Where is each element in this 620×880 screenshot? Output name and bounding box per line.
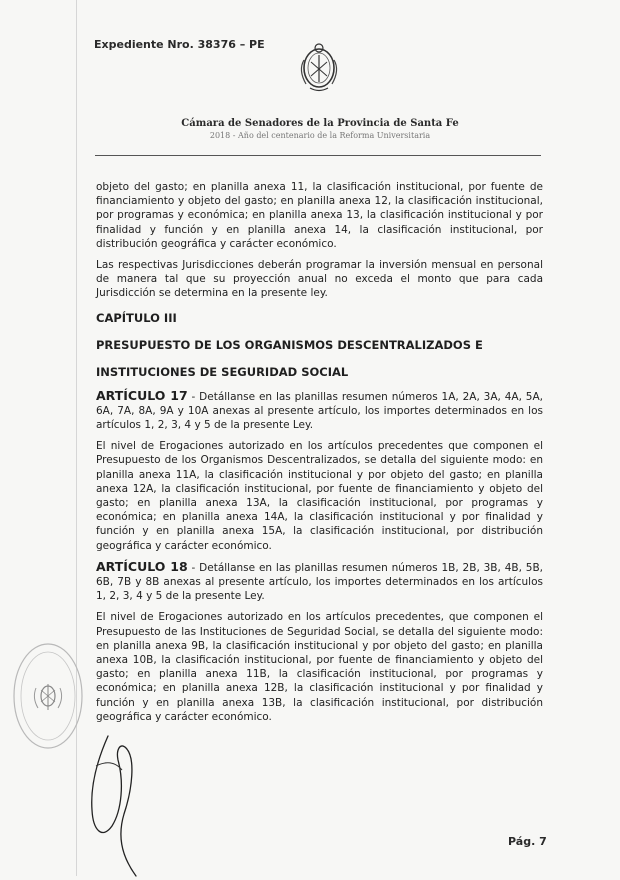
paragraph: Las respectivas Jurisdicciones deberán programar la inversión mensual en personal de manera tal que su proyección anual no exceda el monto que para cada Jurisdicción se determina en la presente ley. bbox=[96, 259, 543, 300]
paragraph: El nivel de Erogaciones autorizado en los artículos precedentes que componen el Presupuesto de los Organismos Descentralizados, se detalla del siguiente modo: en planilla anexa 11A, la clasificación institucional y por objeto del gasto; en planilla anexa 12A, la clasificación institucional, por fuente de financiamiento y objeto del gasto; en planilla anexa 13A, la clasificación institucional, por programas y económica; en planilla anexa 14A, la clasificación institucional y por finalidad y función y en planilla anexa 15A, la clasificación institucional, por distribución geográfica y carácter económico. bbox=[96, 440, 543, 552]
paragraph: objeto del gasto; en planilla anexa 11, la clasificación institucional, por fuente de financiamiento y objeto del gasto; en planilla anexa 12, la clasificación institucional, por programas y económica; en planilla anexa 13, la clasificación institucional y por finalidad y función y en planilla anexa 14, la clasificación institucional, por distribución geográfica y carácter económico. bbox=[96, 181, 543, 250]
article-17 bbox=[96, 389, 543, 433]
chapter-title-line: INSTITUCIONES DE SEGURIDAD SOCIAL bbox=[96, 364, 349, 379]
header-rule bbox=[95, 155, 541, 156]
article-label: ARTÍCULO 17 bbox=[96, 387, 188, 403]
chamber-name: Cámara de Senadores de la Provincia de Santa Fe bbox=[181, 118, 459, 129]
document-body bbox=[96, 180, 543, 731]
chapter-number: CAPÍTULO III bbox=[96, 310, 177, 325]
provincial-crest-icon bbox=[296, 40, 342, 94]
article-text: - Detállanse en las planillas resumen números 1B, 2B, 3B, 4B, 5B, 6B, 7B y 8B anexas al presente artículo, los importes determinados en los artículos 1, 2, 3, 4 y 5 de la presente Ley. bbox=[96, 561, 543, 603]
chapter-title-line: PRESUPUESTO DE LOS ORGANISMOS DESCENTRALIZADOS E bbox=[96, 337, 483, 352]
year-motto: 2018 - Año del centenario de la Reforma Universitaria bbox=[209, 131, 431, 140]
handwritten-signature bbox=[78, 730, 158, 880]
paragraph: El nivel de Erogaciones autorizado en los artículos precedentes, que componen el Presupuesto de las Instituciones de Seguridad Social, se detalla del siguiente modo: en planilla anexa 9B, la clasificación institucional y por objeto del gasto; en planilla anexa 10B, la clasificación institucional, por fuente de financiamiento y objeto del gasto; en planilla anexa 11B, la clasificación institucional, por programas y económica; en planilla anexa 12B, la clasificación institucional y por finalidad y función y en planilla anexa 13B, la clasificación institucional, por distribución geográfica y carácter económico. bbox=[96, 611, 543, 723]
article-18 bbox=[96, 560, 543, 604]
expediente-number: Expediente Nro. 38376 – PE bbox=[94, 38, 265, 51]
page-number: Pág. 7 bbox=[508, 835, 547, 848]
article-text: - Detállanse en las planillas resumen números 1A, 2A, 3A, 4A, 5A, 6A, 7A, 8A, 9A y 10A anexas al presente artículo, los importes determinados en los artículos 1, 2, 3, 4 y 5 de la presente Ley. bbox=[96, 390, 543, 432]
article-label: ARTÍCULO 18 bbox=[96, 558, 188, 574]
